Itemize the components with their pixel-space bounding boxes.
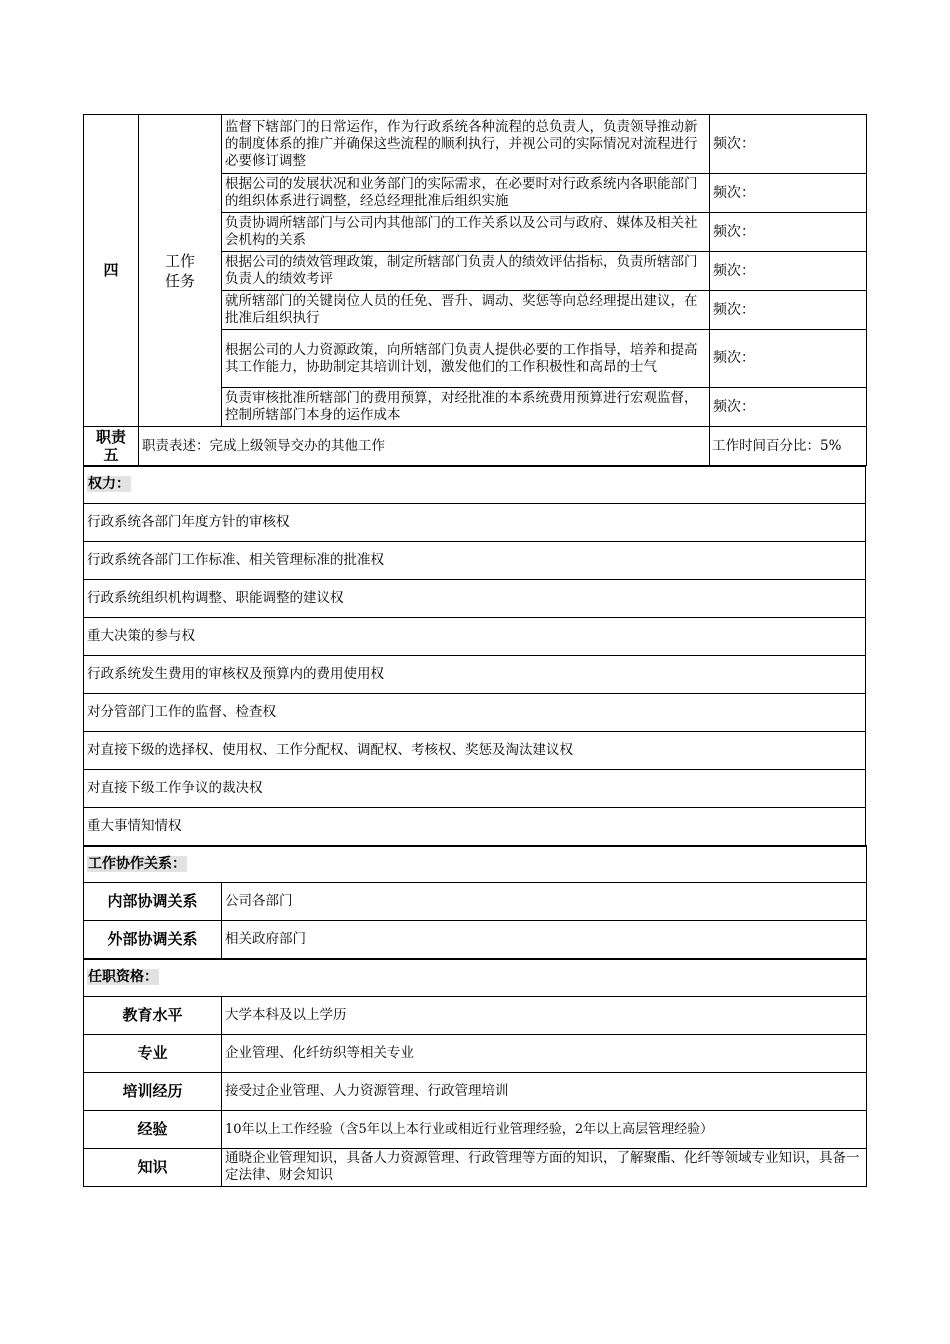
qualification-label: 教育水平: [84, 996, 222, 1034]
duty-five-label: 职责 五: [84, 427, 139, 466]
authority-item: 对直接下级的选择权、使用权、工作分配权、调配权、考核权、奖惩及淘汰建议权: [84, 731, 866, 769]
task-text: 根据公司的人力资源政策，向所辖部门负责人提供必要的工作指导，培养和提高其工作能力，协助制定其培训计划，激发他们的工作积极性和高昂的士气: [222, 330, 710, 388]
authority-title: 权力：: [88, 476, 130, 493]
authority-item: 对直接下级工作争议的裁决权: [84, 769, 866, 807]
qualification-label: 培训经历: [84, 1072, 222, 1110]
duty-five-table: [83, 426, 867, 466]
qualifications-title: 任职资格：: [88, 969, 158, 986]
qualifications-heading: [84, 959, 867, 996]
task-frequency: 频次：: [710, 388, 867, 427]
authority-item: 行政系统各部门工作标准、相关管理标准的批准权: [84, 541, 866, 579]
authority-item: 对分管部门工作的监督、检查权: [84, 693, 866, 731]
task-text: 监督下辖部门的日常运作，作为行政系统各种流程的总负责人，负责领导推动新的制度体系的推广并确保这些流程的顺利执行，并视公司的实际情况对流程进行必要修订调整: [222, 115, 710, 174]
task-frequency: 频次：: [710, 115, 867, 174]
cooperation-title: 工作协作关系：: [88, 855, 186, 872]
task-frequency: 频次：: [710, 291, 867, 330]
cooperation-label: 外部协调关系: [84, 921, 222, 959]
authority-item: 重大决策的参与权: [84, 617, 866, 655]
authority-table: [83, 465, 866, 846]
cooperation-value: 相关政府部门: [222, 921, 867, 959]
qualification-value: 大学本科及以上学历: [222, 996, 867, 1034]
qualification-label: 专业: [84, 1034, 222, 1072]
task-text: 就所辖部门的关键岗位人员的任免、晋升、调动、奖惩等向总经理提出建议，在批准后组织执行: [222, 291, 710, 330]
qualification-value: 接受过企业管理、人力资源管理、行政管理培训: [222, 1072, 867, 1110]
section-category: 工作 任务: [139, 115, 222, 427]
task-frequency: 频次：: [710, 213, 867, 252]
qualifications-table: [83, 958, 867, 1187]
task-text: 负责协调所辖部门与公司内其他部门的工作关系以及公司与政府、媒体及相关社会机构的关系: [222, 213, 710, 252]
qualification-label: 经验: [84, 1110, 222, 1148]
job-description-sheet: [83, 114, 866, 1187]
authority-item: 行政系统发生费用的审核权及预算内的费用使用权: [84, 655, 866, 693]
task-frequency: 频次：: [710, 174, 867, 213]
task-frequency: 频次：: [710, 330, 867, 388]
cooperation-heading: [84, 846, 867, 883]
authority-item: 行政系统组织机构调整、职能调整的建议权: [84, 579, 866, 617]
section-number: 四: [84, 115, 139, 427]
task-text: 根据公司的绩效管理政策，制定所辖部门负责人的绩效评估指标，负责所辖部门负责人的绩效考评: [222, 252, 710, 291]
authority-item: 行政系统各部门年度方针的审核权: [84, 503, 866, 541]
work-tasks-table: [83, 114, 867, 427]
qualification-label: 知识: [84, 1148, 222, 1186]
authority-heading: [84, 466, 866, 503]
authority-item: 重大事情知情权: [84, 807, 866, 845]
duty-five-description: 职责表述：完成上级领导交办的其他工作: [139, 427, 710, 466]
qualification-value: 企业管理、化纤纺织等相关专业: [222, 1034, 867, 1072]
task-text: 根据公司的发展状况和业务部门的实际需求，在必要时对行政系统内各职能部门的组织体系进行调整，经总经理批准后组织实施: [222, 174, 710, 213]
qualification-value: 10年以上工作经验（含5年以上本行业或相近行业管理经验，2年以上高层管理经验）: [222, 1110, 867, 1148]
qualification-value: 通晓企业管理知识，具备人力资源管理、行政管理等方面的知识，了解聚酯、化纤等领域专业知识，具备一定法律、财会知识: [222, 1148, 867, 1186]
cooperation-value: 公司各部门: [222, 883, 867, 921]
duty-five-time-percent: 工作时间百分比：5%: [710, 427, 867, 466]
task-text: 负责审核批准所辖部门的费用预算，对经批准的本系统费用预算进行宏观监督，控制所辖部门本身的运作成本: [222, 388, 710, 427]
cooperation-label: 内部协调关系: [84, 883, 222, 921]
cooperation-table: [83, 845, 867, 960]
task-frequency: 频次：: [710, 252, 867, 291]
